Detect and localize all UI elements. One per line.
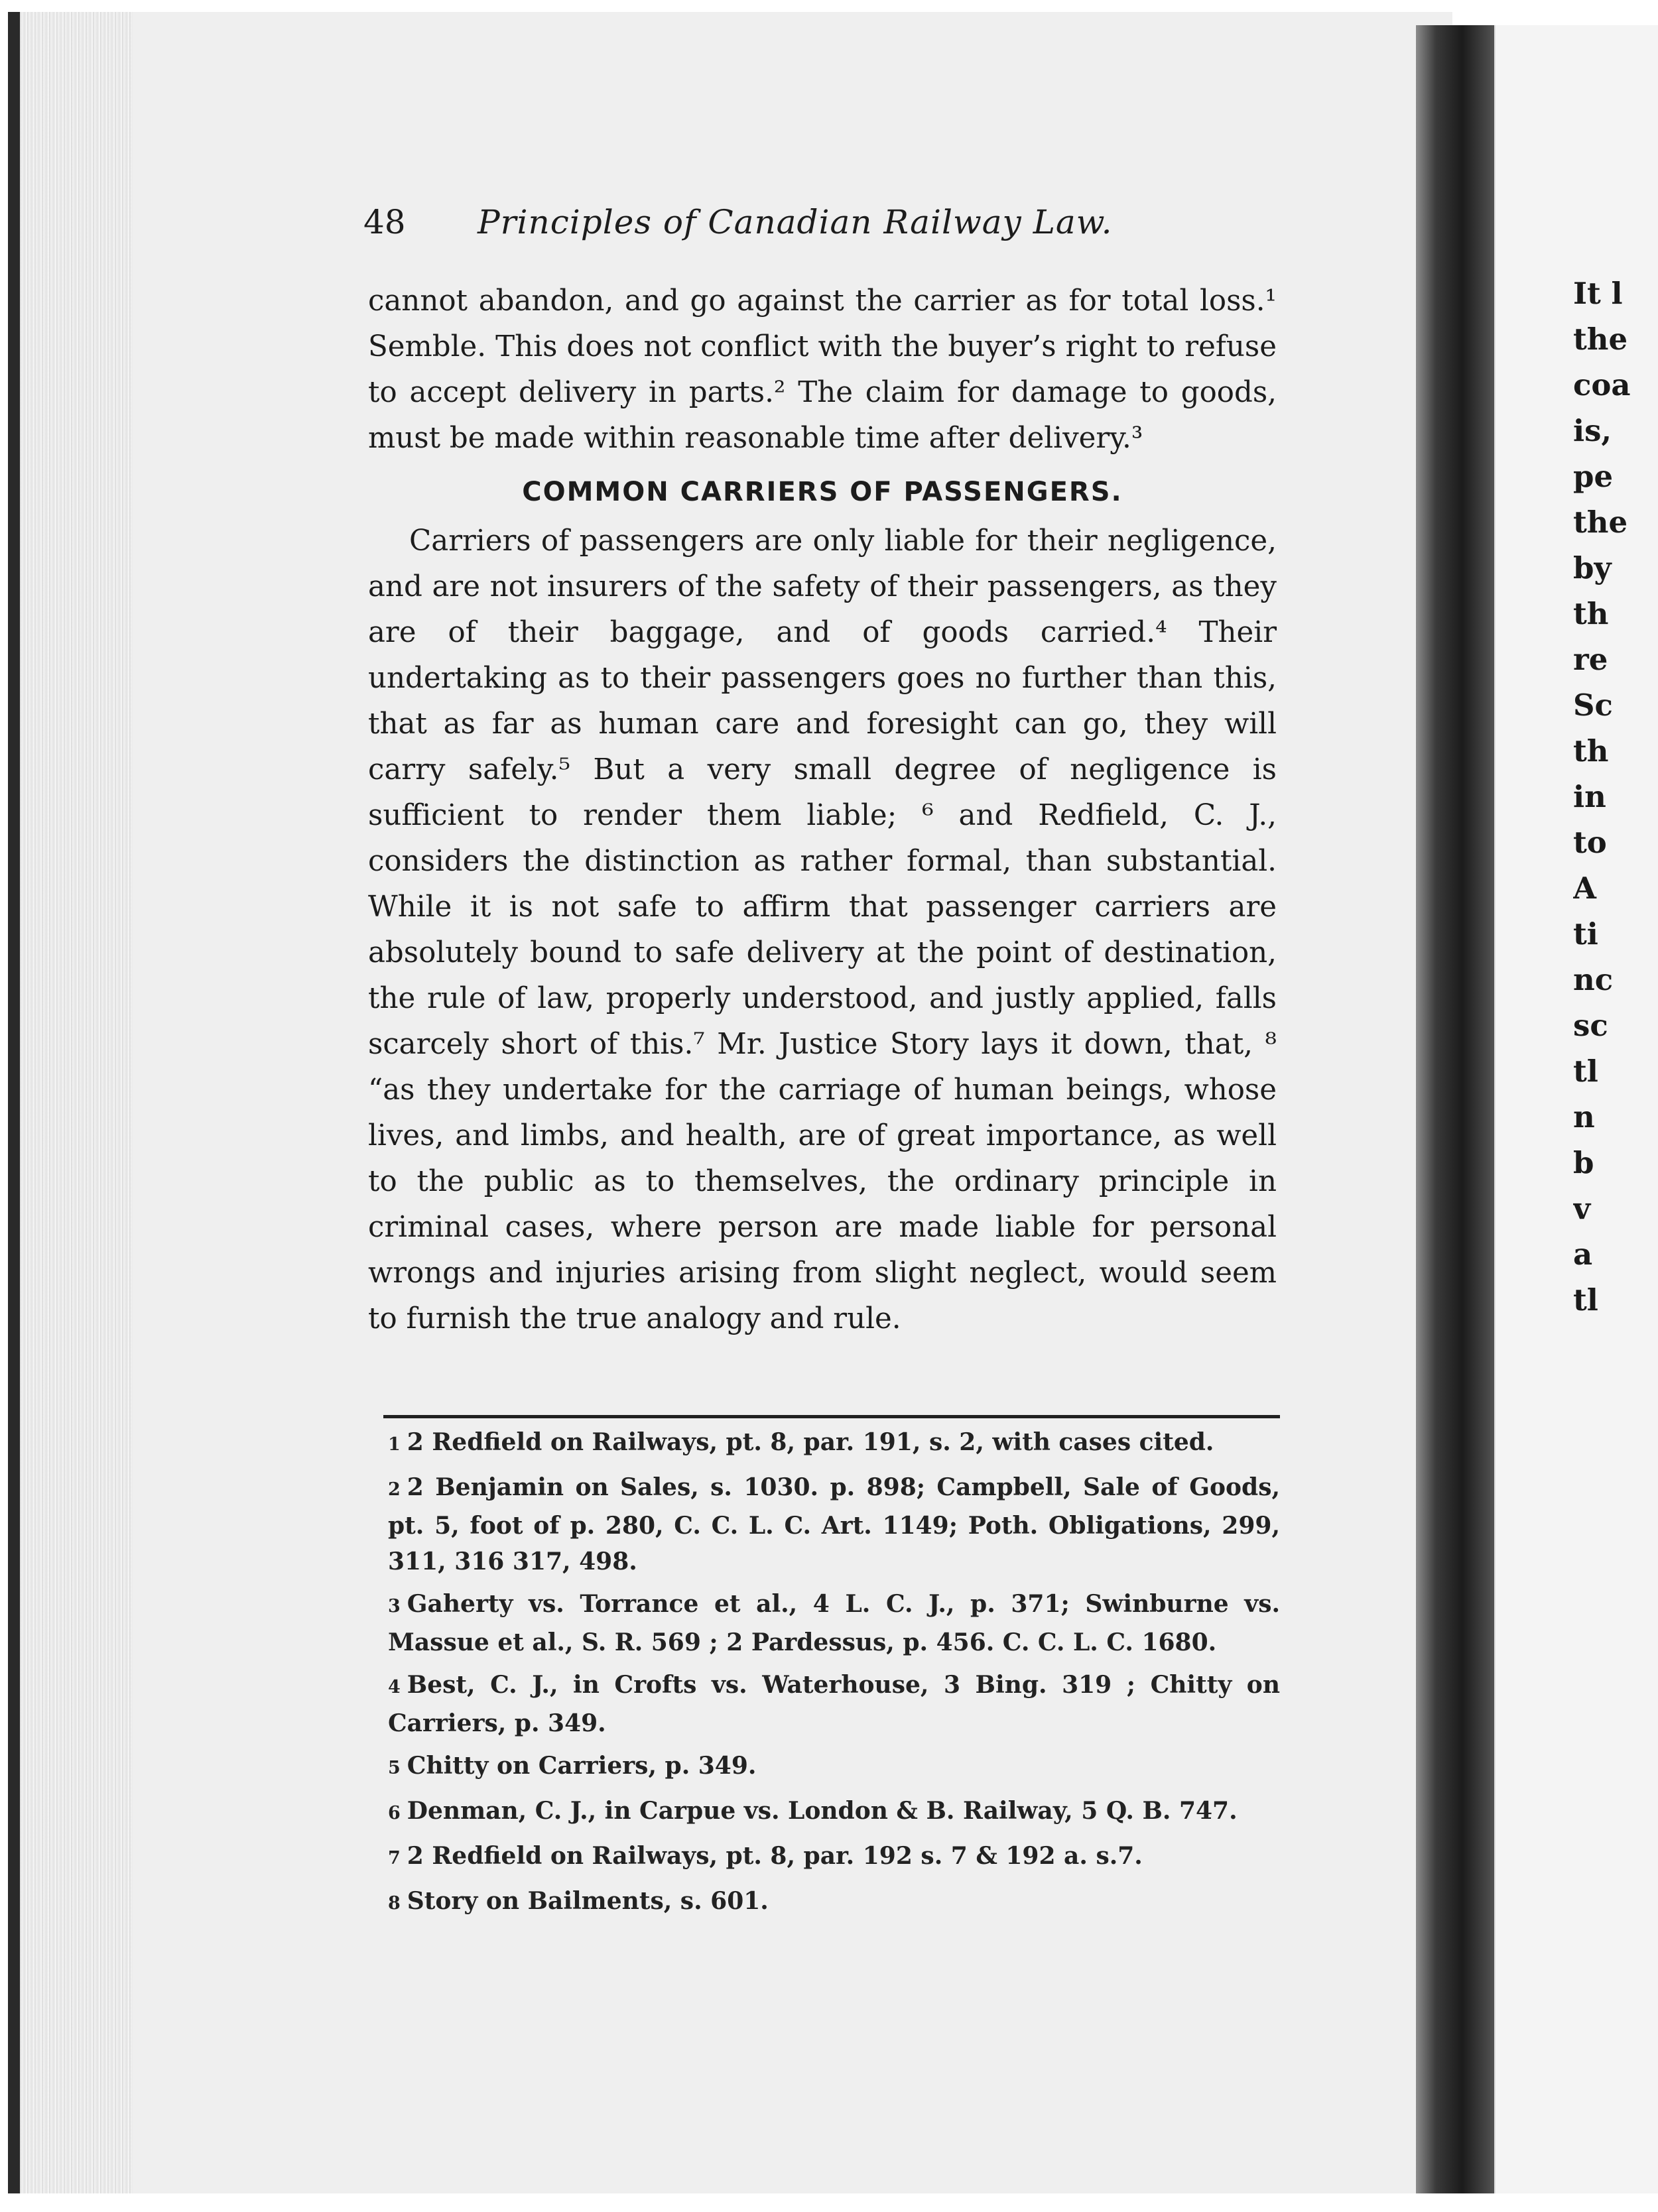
- facing-line: n: [1573, 1099, 1595, 1135]
- facing-line: is,: [1573, 413, 1612, 448]
- footnotes: [388, 1424, 1280, 1928]
- facing-line: b: [1573, 1145, 1594, 1180]
- facing-line: to: [1573, 825, 1607, 860]
- footnote-rule: [383, 1415, 1280, 1418]
- footnote-number: 1: [388, 1434, 401, 1455]
- footnote: [388, 1469, 1280, 1579]
- footnote: [388, 1424, 1280, 1463]
- footnote-text: 2 Redfield on Railways, pt. 8, par. 192 s. 7 & 192 a. s.7.: [407, 1842, 1143, 1870]
- footnote-text: 2 Benjamin on Sales, s. 1030. p. 898; Campbell, Sale of Goods, pt. 5, foot of p. 280, C. C. L. C. Art. 1149; Poth. Obligations, 299, 311, 316 317, 498.: [388, 1473, 1280, 1575]
- footnote-text: Story on Bailments, s. 601.: [407, 1887, 769, 1915]
- paragraph-2: Carriers of passengers are only liable for their negligence, and are not insurers of the safety of their passengers, as they are of their baggage, and of goods carried.⁴ Their undertaking as to their passengers goes no further than this, that as far as human care and foresight can go, they will carry safely.⁵ But a very small degree of negligence is sufficient to render them liable; ⁶ and Redfield, C. J., considers the distinction as rather formal, than substantial. While it is not safe to affirm that passenger carriers are absolutely bound to safe delivery at the point of destination, the rule of law, properly understood, and justly applied, falls scarcely short of this.⁷ Mr. Justice Story lays it down, that, ⁸ “as they undertake for the carriage of human beings, whose lives, and limbs, and health, are of great importance, as well to the public as to themselves, the ordinary principle in criminal cases, where person are made liable for personal wrongs and injuries arising from slight neglect, would seem to furnish the true analogy and rule.: [368, 524, 1277, 1335]
- footnote-text: Chitty on Carriers, p. 349.: [407, 1752, 757, 1780]
- facing-line: v: [1573, 1191, 1591, 1226]
- gutter-shadow: [1416, 25, 1496, 2193]
- facing-line: coa: [1573, 367, 1631, 402]
- facing-line: th: [1573, 733, 1609, 768]
- facing-line: the: [1573, 322, 1628, 357]
- facing-line: in: [1573, 779, 1606, 814]
- facing-line: by: [1573, 550, 1612, 585]
- footnote-number: 3: [388, 1596, 401, 1617]
- page-number: 48: [363, 203, 406, 241]
- footnote-number: 7: [388, 1848, 401, 1869]
- footnote-number: 5: [388, 1758, 401, 1778]
- footnote-text: 2 Redfield on Railways, pt. 8, par. 191, s. 2, with cases cited.: [407, 1428, 1214, 1456]
- footnote: [388, 1586, 1280, 1660]
- paragraph-1: cannot abandon, and go against the carrier as for total loss.¹ Semble. This does not conflict with the buyer’s right to refuse to accept delivery in parts.² The claim for damage to goods, must be made within reasonable time after delivery.³: [368, 284, 1277, 455]
- footnote: [388, 1748, 1280, 1786]
- facing-line: pe: [1573, 459, 1614, 494]
- footnote: [388, 1838, 1280, 1876]
- facing-line: It l: [1573, 276, 1623, 311]
- footnote-text: Denman, C. J., in Carpue vs. London & B. Railway, 5 Q. B. 747.: [407, 1797, 1238, 1825]
- footnote-number: 4: [388, 1677, 401, 1697]
- footnote-text: Best, C. J., in Crofts vs. Waterhouse, 3 Bing. 319 ; Chitty on Carriers, p. 349.: [388, 1671, 1280, 1737]
- facing-line: nc: [1573, 962, 1614, 997]
- facing-page-text: [1573, 271, 1658, 1323]
- facing-line: the: [1573, 505, 1628, 540]
- footnote-number: 8: [388, 1893, 401, 1914]
- page-header: [363, 203, 1292, 256]
- footnote: [388, 1793, 1280, 1831]
- footnote: [388, 1883, 1280, 1922]
- footnote: [388, 1667, 1280, 1741]
- facing-line: a: [1573, 1237, 1593, 1272]
- page-edges: [20, 12, 133, 2193]
- section-heading: COMMON CARRIERS OF PASSENGERS.: [522, 477, 1123, 507]
- facing-line: sc: [1573, 1008, 1608, 1043]
- facing-line: ti: [1573, 916, 1598, 952]
- facing-line: A: [1573, 871, 1596, 906]
- facing-line: tl: [1573, 1282, 1598, 1318]
- body-text: [368, 278, 1277, 1412]
- footnote-text: Gaherty vs. Torrance et al., 4 L. C. J., p. 371; Swinburne vs. Massue et al., S. R. 569 ; 2 Pardessus, p. 456. C. C. L. C. 1680.: [388, 1590, 1280, 1656]
- facing-line: Sc: [1573, 688, 1613, 723]
- facing-line: re: [1573, 642, 1608, 677]
- footnote-number: 2: [388, 1479, 401, 1500]
- facing-line: tl: [1573, 1054, 1598, 1089]
- footnote-number: 6: [388, 1803, 401, 1823]
- facing-line: th: [1573, 596, 1609, 631]
- running-title: Principles of Canadian Railway Law.: [478, 203, 1113, 241]
